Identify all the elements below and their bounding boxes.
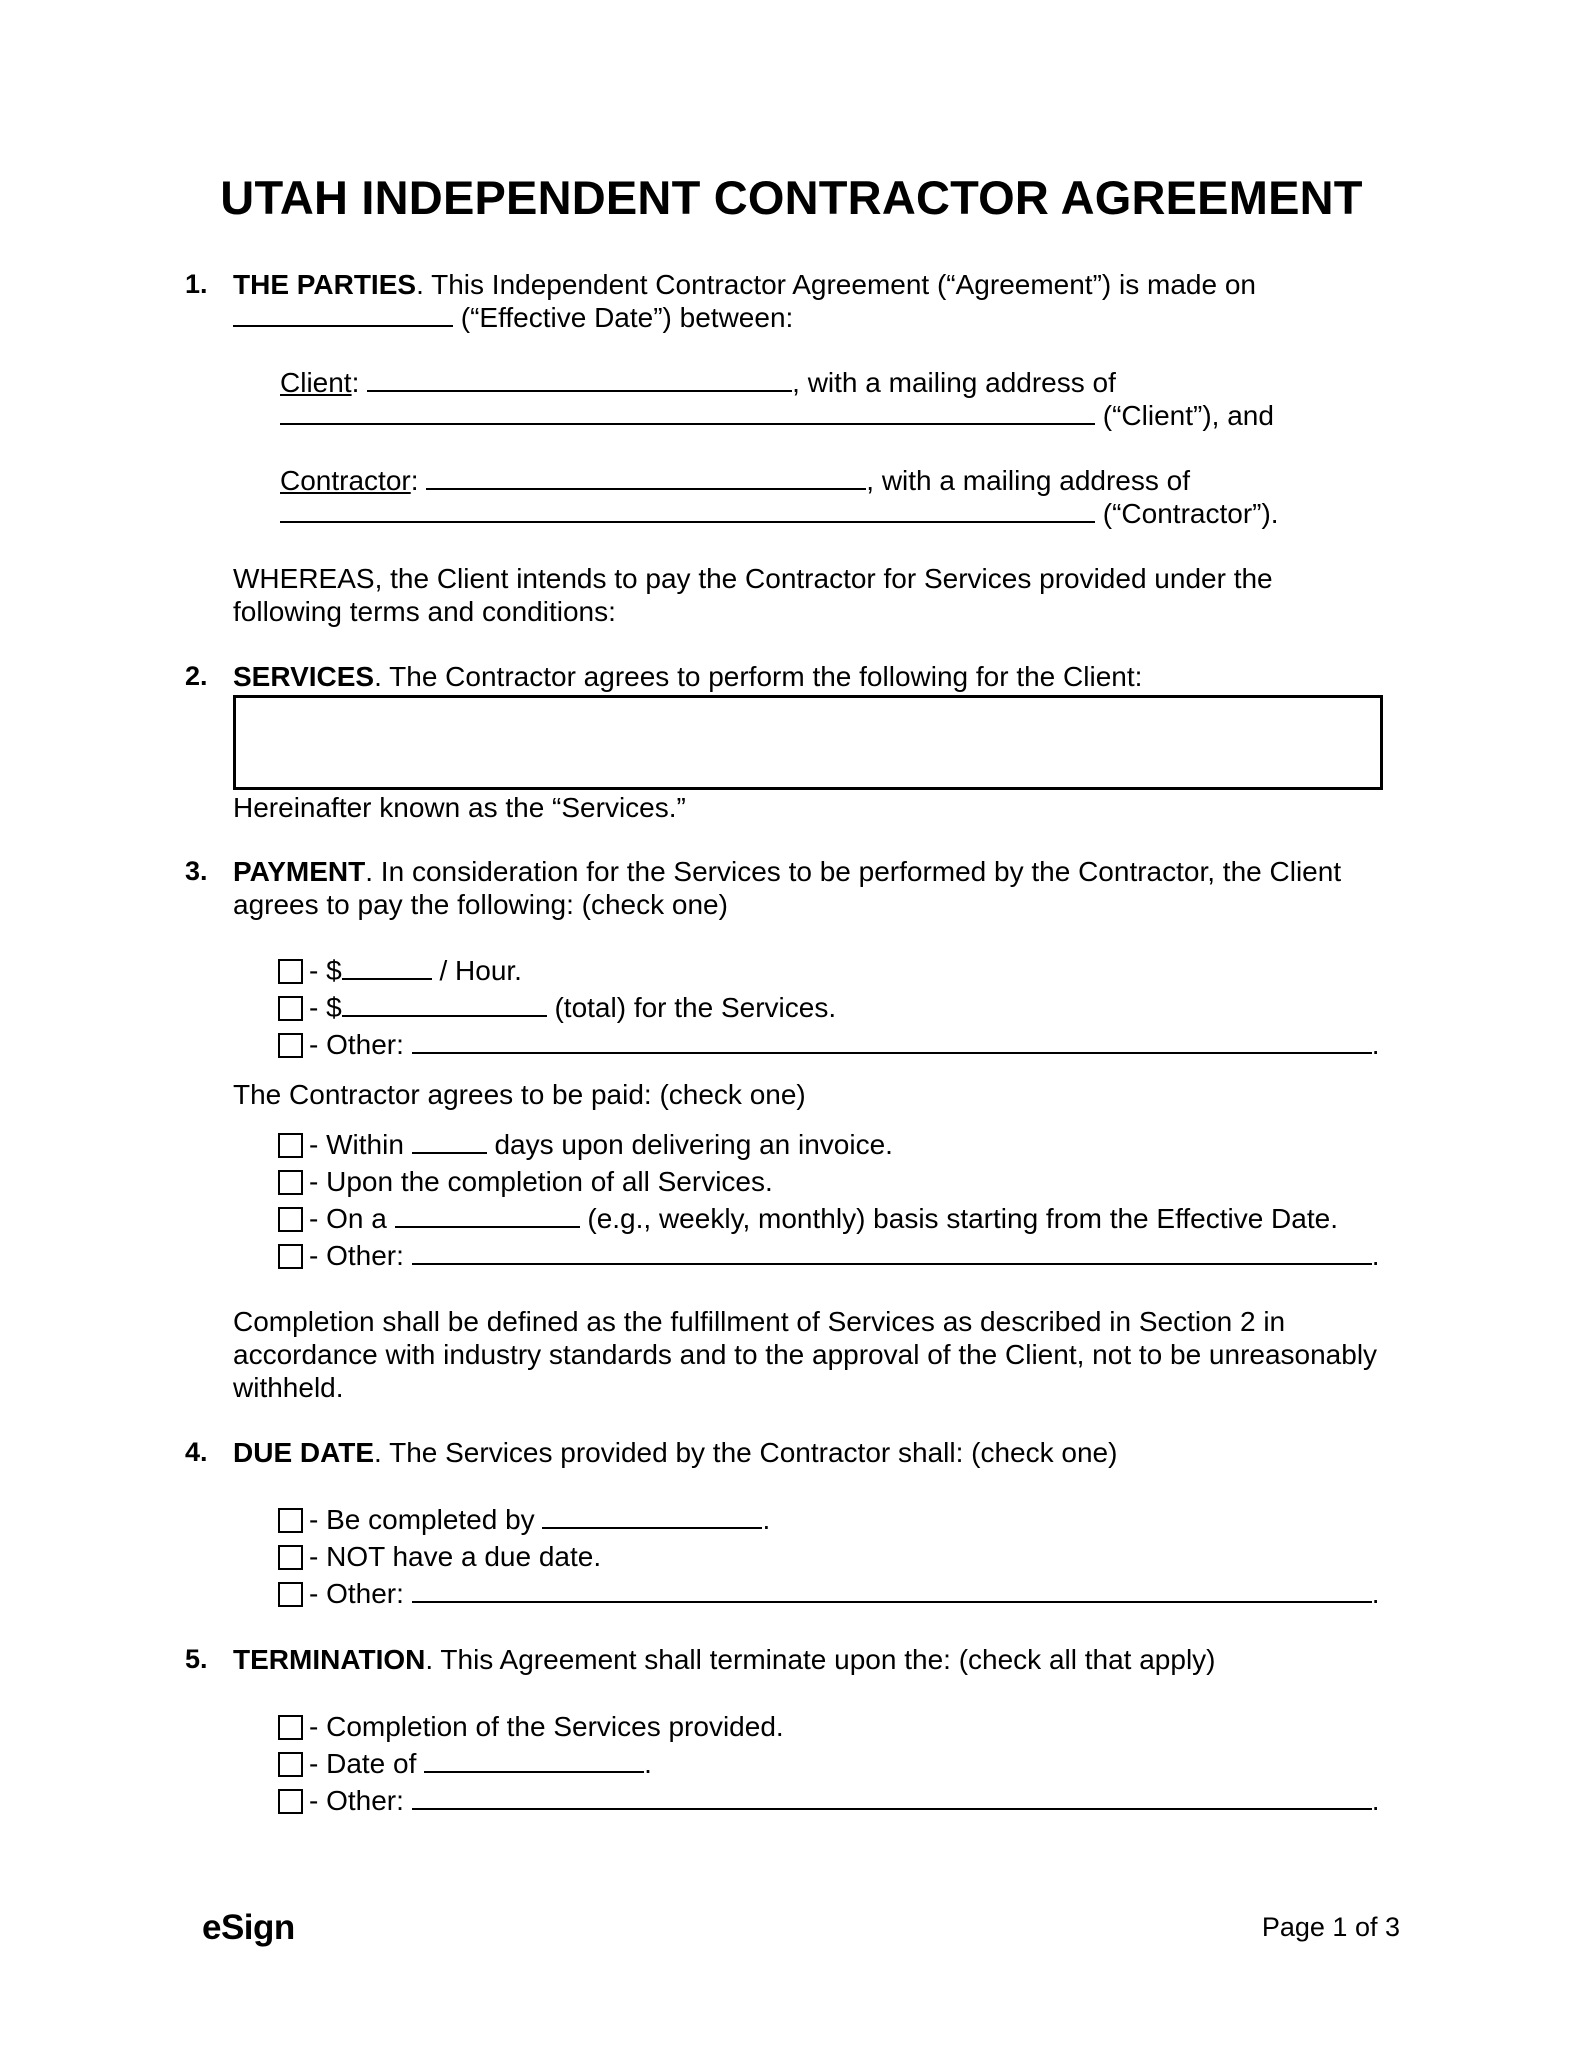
due-other-checkbox[interactable]: [278, 1582, 303, 1607]
term-option-completion: [278, 1710, 784, 1743]
payment-option-total: [278, 991, 836, 1024]
section-2-number: 2.: [185, 661, 208, 691]
within-prefix: - Within: [309, 1129, 412, 1160]
due-option-other: [278, 1577, 1379, 1610]
hourly-rate-field[interactable]: [342, 954, 432, 980]
services-text-box[interactable]: [233, 695, 1383, 790]
client-mail-label: , with a mailing address of: [792, 367, 1116, 398]
document-title: UTAH INDEPENDENT CONTRACTOR AGREEMENT: [220, 171, 1363, 224]
contractor-label: Contractor: [280, 465, 411, 496]
contractor-address-field[interactable]: [280, 497, 1095, 523]
section-5-number: 5.: [185, 1644, 208, 1674]
due-by-checkbox[interactable]: [278, 1508, 303, 1533]
due-other-label: - Other:: [309, 1578, 412, 1609]
term-date-checkbox[interactable]: [278, 1752, 303, 1777]
payment-option-other: [278, 1028, 1379, 1061]
within-suffix: days upon delivering an invoice.: [486, 1129, 893, 1160]
payment-other-label: - Other:: [309, 1029, 412, 1060]
hourly-prefix: - $: [309, 955, 342, 986]
contractor-address-line: [280, 497, 1279, 530]
term-date-label: - Date of: [309, 1748, 425, 1779]
client-label: Client: [280, 367, 352, 398]
hourly-checkbox[interactable]: [278, 959, 303, 984]
total-suffix: (total) for the Services.: [546, 992, 837, 1023]
total-amount-field[interactable]: [342, 991, 547, 1017]
term-option-other: [278, 1784, 1379, 1817]
contractor-colon: :: [410, 465, 419, 496]
due-other-field[interactable]: [412, 1577, 1372, 1603]
effective-date-label: (“Effective Date”) between:: [453, 302, 794, 333]
payment-other-period: .: [1371, 1029, 1380, 1060]
no-due-date-checkbox[interactable]: [278, 1545, 303, 1570]
due-by-period: .: [762, 1504, 771, 1535]
total-checkbox[interactable]: [278, 996, 303, 1021]
section-1-heading: THE PARTIES: [233, 269, 417, 300]
esign-logo: eSign: [202, 1908, 295, 1947]
periodic-suffix: (e.g., weekly, monthly) basis starting from the Effective Date.: [579, 1203, 1338, 1234]
paid-other-period: .: [1371, 1240, 1380, 1271]
completion-label: - Upon the completion of all Services.: [309, 1166, 773, 1197]
total-prefix: - $: [309, 992, 342, 1023]
section-1-text: . This Independent Contractor Agreement (“Agreement”) is made on: [416, 269, 1256, 300]
paid-intro: The Contractor agrees to be paid: (check one): [233, 1079, 806, 1110]
term-other-checkbox[interactable]: [278, 1789, 303, 1814]
section-4-number: 4.: [185, 1437, 208, 1467]
paid-option-other: [278, 1239, 1379, 1272]
section-4-heading: DUE DATE: [233, 1437, 375, 1468]
periodic-prefix: - On a: [309, 1203, 395, 1234]
due-option-none: [278, 1540, 601, 1573]
section-4-intro: [233, 1436, 1117, 1469]
term-date-field[interactable]: [424, 1747, 644, 1773]
whereas-line-1: WHEREAS, the Client intends to pay the Contractor for Services provided under the: [233, 563, 1273, 594]
section-2-text: . The Contractor agrees to perform the following for the Client:: [374, 661, 1143, 692]
section-3-line2: agrees to pay the following: (check one): [233, 889, 728, 920]
section-5-text: . This Agreement shall terminate upon the: (check all that apply): [425, 1644, 1216, 1675]
completion-line-2: accordance with industry standards and to the approval of the Client, not to be unreasonably: [233, 1339, 1378, 1370]
term-other-period: .: [1371, 1785, 1380, 1816]
within-checkbox[interactable]: [278, 1133, 303, 1158]
contractor-name-field[interactable]: [426, 464, 866, 490]
section-5-heading: TERMINATION: [233, 1644, 426, 1675]
due-by-label: - Be completed by: [309, 1504, 543, 1535]
client-line: [280, 366, 1116, 399]
due-other-period: .: [1371, 1578, 1380, 1609]
periodic-checkbox[interactable]: [278, 1207, 303, 1232]
contractor-end-label: (“Contractor”).: [1095, 498, 1279, 529]
term-option-date: [278, 1747, 652, 1780]
due-option-by: [278, 1503, 770, 1536]
periodic-field[interactable]: [395, 1202, 580, 1228]
effective-date-field[interactable]: [233, 301, 453, 327]
hourly-suffix: / Hour.: [431, 955, 522, 986]
whereas-line-2: following terms and conditions:: [233, 596, 616, 627]
section-2-intro: [233, 660, 1142, 693]
section-4-text: . The Services provided by the Contractor shall: (check one): [374, 1437, 1118, 1468]
contractor-line: [280, 464, 1190, 497]
client-address-line: [280, 399, 1274, 432]
term-other-label: - Other:: [309, 1785, 412, 1816]
paid-other-field[interactable]: [412, 1239, 1372, 1265]
contractor-mail-label: , with a mailing address of: [866, 465, 1190, 496]
completion-checkbox[interactable]: [278, 1170, 303, 1195]
term-date-period: .: [644, 1748, 652, 1779]
paid-other-checkbox[interactable]: [278, 1244, 303, 1269]
services-after: Hereinafter known as the “Services.”: [233, 792, 686, 823]
client-address-field[interactable]: [280, 399, 1095, 425]
term-completion-checkbox[interactable]: [278, 1715, 303, 1740]
paid-option-periodic: [278, 1202, 1338, 1235]
section-3-number: 3.: [185, 856, 208, 886]
completion-line-1: Completion shall be defined as the fulfillment of Services as described in Section 2 in: [233, 1306, 1286, 1337]
client-end-label: (“Client”), and: [1095, 400, 1274, 431]
within-days-field[interactable]: [412, 1128, 487, 1154]
client-colon: :: [351, 367, 360, 398]
payment-option-hourly: [278, 954, 522, 987]
paid-other-label: - Other:: [309, 1240, 412, 1271]
section-1-line2: [233, 301, 793, 334]
section-1-intro: [233, 268, 1256, 301]
paid-option-within: [278, 1128, 893, 1161]
payment-other-field[interactable]: [412, 1028, 1372, 1054]
page-number: Page 1 of 3: [1261, 1912, 1400, 1942]
section-3-heading: PAYMENT: [233, 856, 366, 887]
term-other-field[interactable]: [412, 1784, 1372, 1810]
section-1-number: 1.: [185, 269, 208, 299]
section-5-intro: [233, 1643, 1215, 1676]
paid-option-completion: [278, 1165, 773, 1198]
due-date-field[interactable]: [542, 1503, 762, 1529]
term-completion-label: - Completion of the Services provided.: [309, 1711, 784, 1742]
payment-other-checkbox[interactable]: [278, 1033, 303, 1058]
section-3-text: . In consideration for the Services to be performed by the Contractor, the Client: [365, 856, 1342, 887]
section-2-heading: SERVICES: [233, 661, 375, 692]
client-name-field[interactable]: [367, 366, 792, 392]
completion-line-3: withheld.: [233, 1372, 344, 1403]
no-due-date-label: - NOT have a due date.: [309, 1541, 602, 1572]
section-3-intro: [233, 855, 1341, 888]
